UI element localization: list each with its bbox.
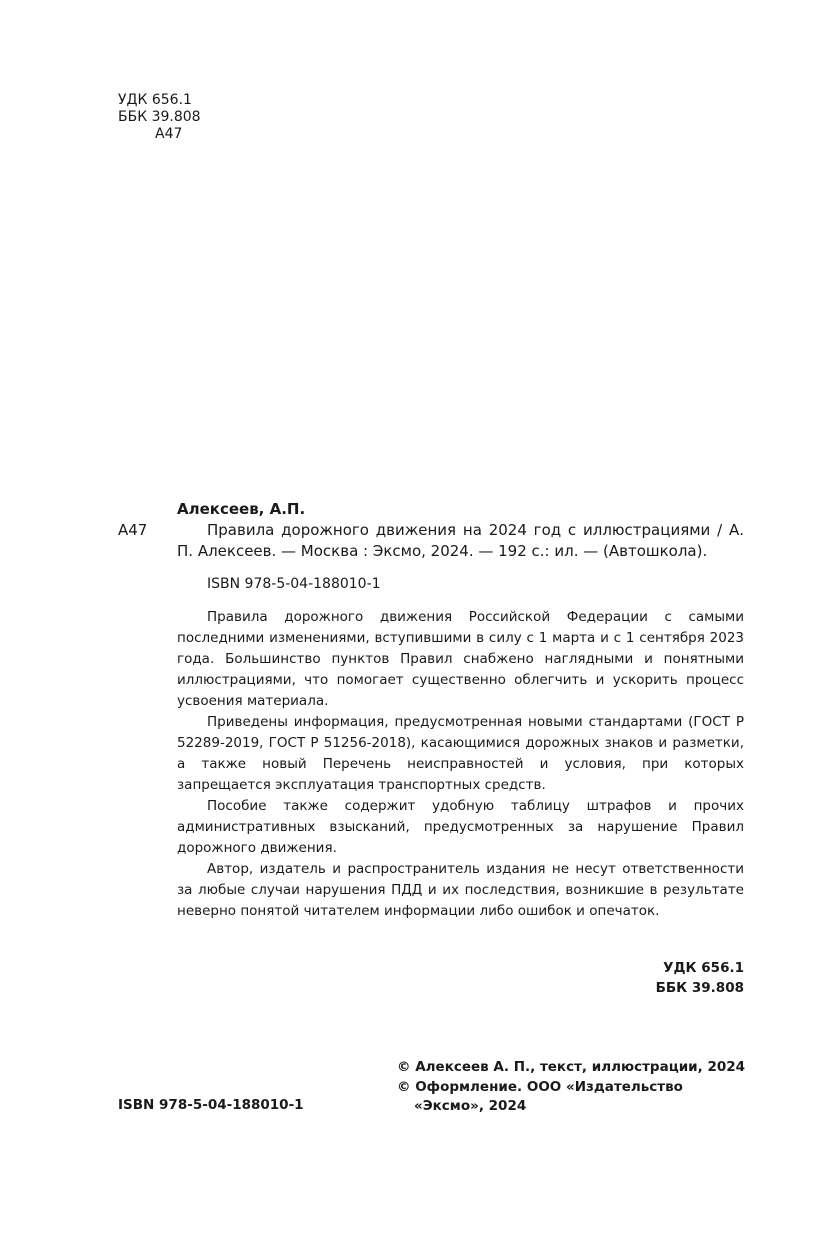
- copyright-block: [397, 1058, 745, 1117]
- copyright-author: © Алексеев А. П., текст, иллюстрации, 2024: [397, 1059, 746, 1075]
- author-heading: Алексеев, А.П.: [177, 500, 306, 518]
- classification-codes-top: [118, 92, 201, 143]
- cutter-code: А47: [155, 126, 183, 142]
- abstract-paragraph: Правила дорожного движения Российской Федерации с самыми последними изменениями, вступившими в силу с 1 марта и с 1 сентября 2023 года. Большинство пунктов Правил снабжено наглядными и понятными иллюстрациями, что помогает существенно облегчить и ускорить процесс усвоения материала.: [177, 609, 744, 709]
- abstract-paragraph: Пособие также содержит удобную таблицу штрафов и прочих административных взысканий, предусмотренных за нарушение Правил дорожного движения.: [177, 798, 744, 856]
- bibliographic-description: Правила дорожного движения на 2024 год с иллюстрациями / А. П. Алексеев. — Москва : Эксмо, 2024. — 192 с.: ил. — (Автошкола).: [177, 521, 744, 560]
- bbk-code: ББК 39.808: [118, 109, 201, 125]
- abstract-paragraph: Приведены информация, предусмотренная новыми стандартами (ГОСТ Р 52289-2019, ГОСТ Р 51256-2018), касающимися дорожных знаков и разметки, а также новый Перечень неисправностей и условия, при которых запрещается эксплуатация транспортных средств.: [177, 714, 744, 793]
- isbn-line: ISBN 978-5-04-188010-1: [207, 576, 381, 592]
- copyright-design: © Оформление. ООО «Издательство: [397, 1078, 683, 1095]
- udk-code-bottom: УДК 656.1: [663, 960, 744, 976]
- classification-codes-bottom: [640, 958, 744, 998]
- abstract-paragraph: Автор, издатель и распространитель издания не несут ответственности за любые случаи нарушения ПДД и их последствия, возникшие в результате неверно понятой читателем информации либо ошибок и опечаток.: [177, 861, 744, 919]
- cutter-mark: А47: [118, 521, 148, 539]
- copyright-design-cont: «Эксмо», 2024: [414, 1098, 527, 1114]
- catalog-entry: [177, 520, 744, 922]
- bbk-code-bottom: ББК 39.808: [655, 980, 744, 996]
- udk-code: УДК 656.1: [118, 92, 192, 108]
- isbn-bottom: ISBN 978-5-04-188010-1: [118, 1097, 304, 1113]
